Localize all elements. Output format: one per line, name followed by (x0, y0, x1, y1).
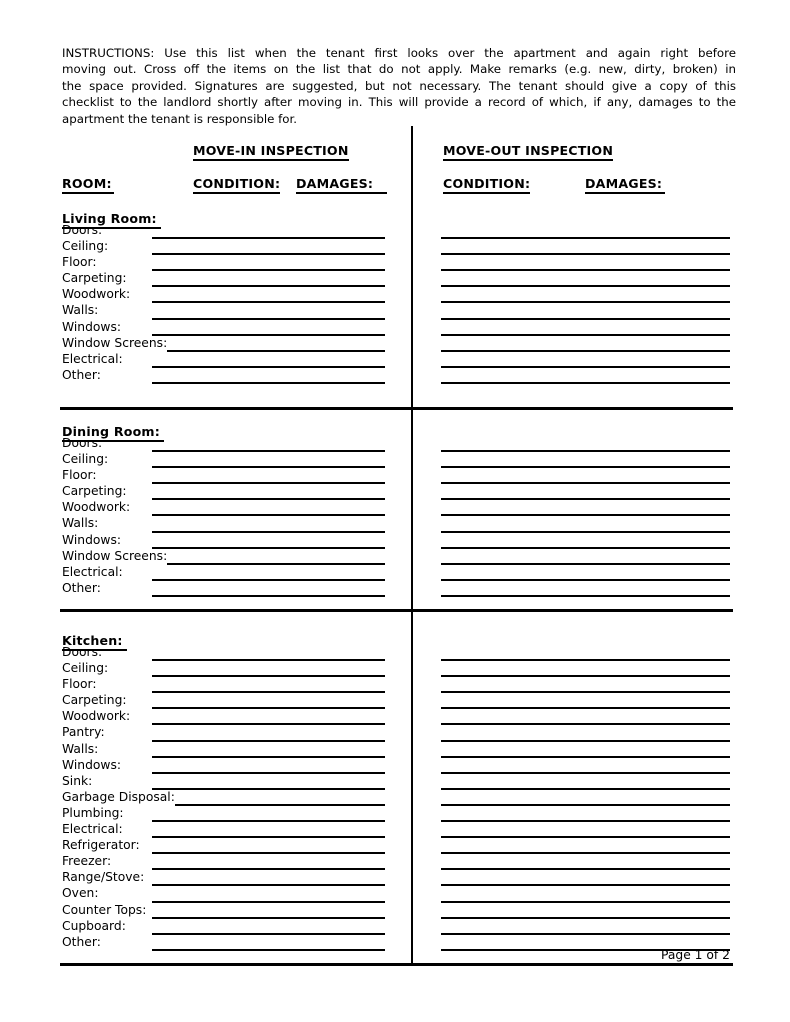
item-label: Electrical: (62, 351, 123, 366)
move-in-cell (62, 501, 385, 517)
checklist-row (62, 887, 730, 903)
checklist-row (62, 337, 730, 353)
move-in-cell (62, 855, 385, 871)
section-divider-line (60, 407, 733, 410)
item-label: Electrical: (62, 564, 123, 579)
move-in-blank-line (152, 301, 385, 303)
move-out-cell (441, 321, 730, 337)
column-gap (385, 871, 441, 887)
checklist-row (62, 485, 730, 501)
checklist-row (62, 256, 730, 272)
checklist-row (62, 534, 730, 550)
move-out-blank-line (441, 723, 730, 725)
item-label: Walls: (62, 516, 99, 531)
move-in-cell (62, 662, 385, 678)
item-label: Ceiling: (62, 661, 109, 676)
move-out-blank-line (441, 852, 730, 854)
move-out-cell (441, 517, 730, 533)
section-divider-line (60, 609, 733, 612)
checklist-row (62, 469, 730, 485)
move-in-blank-line (152, 269, 385, 271)
move-out-blank-line (441, 482, 730, 484)
move-in-cell (62, 353, 385, 369)
item-label: Refrigerator: (62, 838, 140, 853)
move-in-cell (62, 887, 385, 903)
move-in-blank-line (152, 723, 385, 725)
move-in-blank-line (152, 514, 385, 516)
checklist-row (62, 369, 730, 385)
move-out-cell (441, 726, 730, 742)
move-in-cell (62, 726, 385, 742)
item-label: Window Screens: (62, 335, 168, 350)
column-gap (385, 839, 441, 855)
move-in-blank-line (152, 285, 385, 287)
item-label: Freezer: (62, 854, 112, 869)
move-in-blank-line (152, 949, 385, 951)
move-out-blank-line (441, 868, 730, 870)
item-label: Window Screens: (62, 548, 168, 563)
item-label: Other: (62, 934, 101, 949)
instructions-line: INSTRUCTIONS: Use this list when the tenant first looks over the apartment and again right before (62, 46, 736, 60)
move-out-blank-line (441, 691, 730, 693)
checklist-row (62, 694, 730, 710)
move-out-condition-header: CONDITION: (443, 177, 530, 194)
column-gap (385, 469, 441, 485)
item-label: Walls: (62, 303, 99, 318)
move-in-blank-line (152, 466, 385, 468)
column-gap (385, 224, 441, 240)
column-gap (385, 550, 441, 566)
checklist-row (62, 646, 730, 662)
move-in-cell (62, 517, 385, 533)
item-label: Doors: (62, 645, 103, 659)
move-out-cell (441, 353, 730, 369)
move-in-cell (62, 288, 385, 304)
move-out-cell (441, 369, 730, 385)
checklist-row (62, 288, 730, 304)
move-in-blank-line (152, 707, 385, 709)
move-out-blank-line (441, 285, 730, 287)
move-out-blank-line (441, 498, 730, 500)
move-out-cell (441, 807, 730, 823)
item-label: Pantry: (62, 725, 105, 740)
move-out-blank-line (441, 466, 730, 468)
checklist-row (62, 662, 730, 678)
move-in-blank-line (152, 691, 385, 693)
instructions-line: the space provided. Signatures are suggested, but not necessary. The tenant should give a copy of this (62, 78, 736, 93)
item-label: Sink: (62, 773, 93, 788)
move-in-blank-line (152, 595, 385, 597)
move-out-cell (441, 678, 730, 694)
move-out-cell (441, 855, 730, 871)
column-gap (385, 855, 441, 871)
column-gap (385, 353, 441, 369)
move-out-cell (441, 710, 730, 726)
item-label: Carpeting: (62, 693, 127, 708)
column-gap (385, 920, 441, 936)
column-gap (385, 582, 441, 598)
move-in-blank-line (167, 563, 385, 565)
move-in-blank-line (152, 884, 385, 886)
move-in-blank-line (152, 820, 385, 822)
item-label: Floor: (62, 255, 97, 270)
move-in-blank-line (152, 836, 385, 838)
checklist-row (62, 224, 730, 240)
checklist-row (62, 775, 730, 791)
item-label: Windows: (62, 532, 122, 547)
move-out-cell (441, 566, 730, 582)
checklist-row (62, 710, 730, 726)
move-out-blank-line (441, 836, 730, 838)
move-out-blank-line (441, 318, 730, 320)
move-in-blank-line (152, 933, 385, 935)
move-in-blank-line (152, 498, 385, 500)
checklist-row (62, 759, 730, 775)
move-out-blank-line (441, 901, 730, 903)
move-out-blank-line (441, 659, 730, 661)
move-out-cell (441, 288, 730, 304)
move-in-cell (62, 369, 385, 385)
move-out-cell (441, 453, 730, 469)
column-gap (385, 759, 441, 775)
move-out-blank-line (441, 450, 730, 452)
move-out-blank-line (441, 740, 730, 742)
move-out-cell (441, 839, 730, 855)
column-gap (385, 337, 441, 353)
column-gap (385, 726, 441, 742)
move-out-blank-line (441, 788, 730, 790)
checklist-row (62, 550, 730, 566)
move-in-cell (62, 224, 385, 240)
move-out-cell (441, 743, 730, 759)
move-out-cell (441, 775, 730, 791)
move-in-blank-line (167, 350, 385, 352)
move-out-blank-line (441, 301, 730, 303)
move-in-blank-line (152, 917, 385, 919)
column-gap (385, 887, 441, 903)
move-out-cell (441, 823, 730, 839)
column-gap (385, 369, 441, 385)
move-out-blank-line (441, 707, 730, 709)
move-in-cell (62, 550, 385, 566)
move-out-cell (441, 791, 730, 807)
move-in-cell (62, 936, 385, 952)
move-out-cell (441, 437, 730, 453)
checklist-row (62, 272, 730, 288)
column-gap (385, 517, 441, 533)
section-title: Kitchen: (62, 634, 127, 651)
move-in-cell (62, 807, 385, 823)
move-in-blank-line (152, 772, 385, 774)
move-in-blank-line (152, 901, 385, 903)
checklist-row (62, 453, 730, 469)
room-header: ROOM: (62, 177, 114, 194)
move-in-blank-line (152, 579, 385, 581)
checklist-row (62, 240, 730, 256)
column-gap (385, 775, 441, 791)
column-gap (385, 256, 441, 272)
move-out-cell (441, 662, 730, 678)
section-title-row (62, 208, 730, 224)
move-out-cell (441, 224, 730, 240)
move-out-blank-line (441, 595, 730, 597)
move-in-cell (62, 272, 385, 288)
checklist-row (62, 823, 730, 839)
item-label: Woodwork: (62, 500, 131, 515)
checklist-row (62, 871, 730, 887)
checklist-row (62, 353, 730, 369)
column-gap (385, 485, 441, 501)
move-in-blank-line (152, 547, 385, 549)
checklist-row (62, 582, 730, 598)
move-out-blank-line (441, 772, 730, 774)
move-out-blank-line (441, 820, 730, 822)
page-number: Page 1 of 2 (661, 948, 730, 962)
checklist-row (62, 321, 730, 337)
column-gap (385, 321, 441, 337)
move-in-blank-line (152, 318, 385, 320)
move-out-blank-line (441, 563, 730, 565)
item-label: Ceiling: (62, 239, 109, 254)
move-in-cell (62, 710, 385, 726)
move-in-cell (62, 743, 385, 759)
item-label: Woodwork: (62, 709, 131, 724)
column-gap (385, 791, 441, 807)
move-out-cell (441, 550, 730, 566)
move-out-blank-line (441, 756, 730, 758)
move-out-cell (441, 646, 730, 662)
move-in-cell (62, 453, 385, 469)
move-out-blank-line (441, 253, 730, 255)
item-label: Electrical: (62, 822, 123, 837)
column-gap (385, 678, 441, 694)
move-out-cell (441, 485, 730, 501)
column-gap (385, 501, 441, 517)
move-in-blank-line (152, 334, 385, 336)
move-out-blank-line (441, 675, 730, 677)
checklist-row (62, 678, 730, 694)
move-in-blank-line (152, 659, 385, 661)
move-in-cell (62, 839, 385, 855)
column-gap (385, 240, 441, 256)
item-label: Carpeting: (62, 271, 127, 286)
move-in-blank-line (152, 675, 385, 677)
item-label: Plumbing: (62, 805, 124, 820)
move-out-cell (441, 871, 730, 887)
move-in-blank-line (152, 482, 385, 484)
move-in-blank-line (152, 852, 385, 854)
move-in-cell (62, 871, 385, 887)
move-out-cell (441, 759, 730, 775)
move-out-blank-line (441, 334, 730, 336)
move-in-blank-line (152, 253, 385, 255)
move-in-cell (62, 485, 385, 501)
move-in-blank-line (152, 531, 385, 533)
move-out-cell (441, 920, 730, 936)
move-in-condition-header: CONDITION: (193, 177, 280, 194)
move-out-blank-line (441, 514, 730, 516)
section-title-row (62, 421, 730, 437)
move-out-blank-line (441, 547, 730, 549)
move-in-blank-line (152, 382, 385, 384)
move-out-cell (441, 501, 730, 517)
column-gap (385, 662, 441, 678)
move-in-cell (62, 775, 385, 791)
move-in-cell (62, 759, 385, 775)
move-in-cell (62, 469, 385, 485)
move-out-blank-line (441, 531, 730, 533)
move-in-cell (62, 582, 385, 598)
move-in-cell (62, 337, 385, 353)
move-in-cell (62, 791, 385, 807)
move-out-blank-line (441, 269, 730, 271)
move-out-blank-line (441, 884, 730, 886)
section-title-row (62, 630, 730, 646)
item-label: Floor: (62, 468, 97, 483)
checklist-row (62, 920, 730, 936)
item-label: Other: (62, 580, 101, 595)
move-in-blank-line (152, 788, 385, 790)
instructions-line: checklist to the landlord shortly after moving in. This will provide a record of which, if any, damages to the (62, 95, 736, 110)
checklist-row (62, 743, 730, 759)
item-label: Cupboard: (62, 918, 126, 933)
move-in-cell (62, 437, 385, 453)
checklist-row (62, 855, 730, 871)
column-gap (385, 936, 441, 952)
column-gap (385, 646, 441, 662)
checklist-row (62, 437, 730, 453)
move-in-column-title: MOVE-IN INSPECTION (193, 144, 349, 161)
move-out-cell (441, 904, 730, 920)
column-gap (385, 710, 441, 726)
checklist-row (62, 566, 730, 582)
move-in-blank-line (152, 237, 385, 239)
column-gap (385, 453, 441, 469)
move-out-cell (441, 337, 730, 353)
move-out-blank-line (441, 366, 730, 368)
checklist-row (62, 904, 730, 920)
move-out-damages-header: DAMAGES: (585, 177, 665, 194)
section-title: Living Room: (62, 212, 161, 229)
move-in-cell (62, 904, 385, 920)
item-label: Woodwork: (62, 287, 131, 302)
move-in-blank-line (152, 366, 385, 368)
move-out-blank-line (441, 579, 730, 581)
move-out-cell (441, 272, 730, 288)
section-title: Dining Room: (62, 425, 164, 442)
move-out-cell (441, 534, 730, 550)
move-in-cell (62, 678, 385, 694)
checklist-row (62, 501, 730, 517)
move-out-cell (441, 694, 730, 710)
item-label: Floor: (62, 677, 97, 692)
column-gap (385, 807, 441, 823)
move-out-blank-line (441, 917, 730, 919)
item-label: Range/Stove: (62, 870, 145, 885)
item-label: Other: (62, 367, 101, 382)
section-kitchen (62, 630, 730, 952)
column-gap (385, 534, 441, 550)
move-out-blank-line (441, 804, 730, 806)
move-out-cell (441, 240, 730, 256)
move-in-cell (62, 694, 385, 710)
move-in-blank-line (152, 756, 385, 758)
move-in-cell (62, 256, 385, 272)
column-gap (385, 437, 441, 453)
move-out-blank-line (441, 933, 730, 935)
item-label: Oven: (62, 886, 99, 901)
column-gap (385, 823, 441, 839)
checklist-row (62, 807, 730, 823)
instructions-line: apartment the tenant is responsible for. (62, 111, 298, 126)
column-gap (385, 304, 441, 320)
column-gap (385, 743, 441, 759)
move-out-cell (441, 582, 730, 598)
item-label: Ceiling: (62, 452, 109, 467)
column-gap (385, 288, 441, 304)
move-in-blank-line (152, 868, 385, 870)
section-dining-room (62, 421, 730, 598)
item-label: Doors: (62, 223, 103, 237)
column-gap (385, 904, 441, 920)
instructions-line: moving out. Cross off the items on the list that do not apply. Make remarks (e.g. new, dirty, broken) in (62, 62, 736, 77)
column-gap (385, 694, 441, 710)
move-in-damages-header: DAMAGES: (296, 177, 387, 194)
section-living-room (62, 208, 730, 385)
checklist-row (62, 304, 730, 320)
move-in-cell (62, 534, 385, 550)
move-in-blank-line (152, 740, 385, 742)
checklist-row (62, 726, 730, 742)
move-out-blank-line (441, 382, 730, 384)
column-gap (385, 272, 441, 288)
move-in-cell (62, 646, 385, 662)
move-in-cell (62, 823, 385, 839)
item-label: Carpeting: (62, 484, 127, 499)
move-out-column-title: MOVE-OUT INSPECTION (443, 144, 613, 161)
checklist-row (62, 517, 730, 533)
checklist-row (62, 791, 730, 807)
move-in-cell (62, 920, 385, 936)
item-label: Counter Tops: (62, 902, 147, 917)
item-label: Garbage Disposal: (62, 789, 175, 804)
instructions-paragraph (62, 45, 736, 127)
move-out-blank-line (441, 237, 730, 239)
checklist-row (62, 839, 730, 855)
move-out-cell (441, 469, 730, 485)
move-in-cell (62, 566, 385, 582)
move-in-cell (62, 321, 385, 337)
move-in-blank-line (175, 804, 385, 806)
move-in-cell (62, 304, 385, 320)
move-in-blank-line (152, 450, 385, 452)
move-out-blank-line (441, 350, 730, 352)
footer-rule-line (60, 963, 733, 966)
move-out-cell (441, 256, 730, 272)
move-in-cell (62, 240, 385, 256)
move-out-cell (441, 887, 730, 903)
column-gap (385, 566, 441, 582)
move-out-cell (441, 304, 730, 320)
item-label: Walls: (62, 741, 99, 756)
item-label: Windows: (62, 319, 122, 334)
item-label: Windows: (62, 757, 122, 772)
item-label: Doors: (62, 436, 103, 450)
